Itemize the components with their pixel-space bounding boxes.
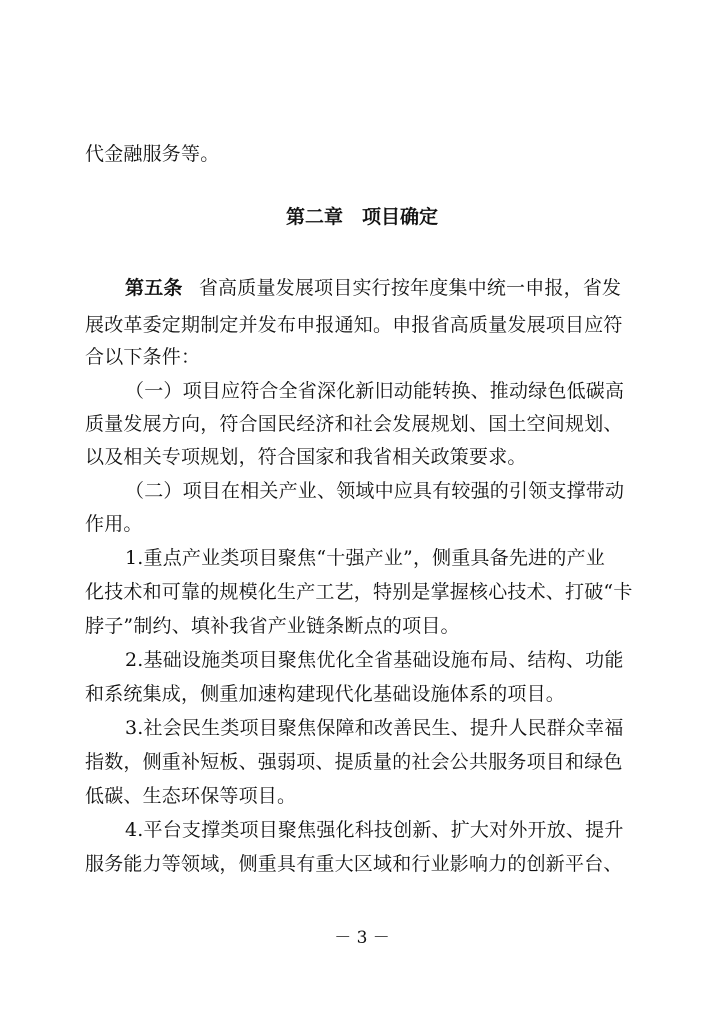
item-1-line-3: 脖子”制约、填补我省产业链条断点的项目。 [85,615,460,637]
item-3-line-2: 指数，侧重补短板、强弱项、提质量的社会公共服务项目和绿色 [85,751,623,773]
condition-1-line-3: 以及相关专项规划，符合国家和我省相关政策要求。 [85,446,527,468]
item-3-line-1: 3.社会民生类项目聚焦保障和改善民生、提升人民群众幸福 [125,717,624,739]
item-4-line-2: 服务能力等领域，侧重具有重大区域和行业影响力的创新平台、 [85,853,623,875]
item-4-line-1: 4.平台支撑类项目聚焦强化科技创新、扩大对外开放、提升 [125,819,624,841]
item-2-line-1: 2.基础设施类项目聚焦优化全省基础设施布局、结构、功能 [125,649,624,671]
condition-1-line-1: （一）项目应符合全省深化新旧动能转换、推动绿色低碳高 [125,380,625,402]
condition-2-line-1: （二）项目在相关产业、领域中应具有较强的引领支撑带动 [125,480,625,502]
article-5-line-3: 合以下条件： [85,346,201,368]
article-5-line-2: 展改革委定期制定并发布申报通知。申报省高质量发展项目应符 [85,314,623,336]
item-1-line-2: 化技术和可靠的规模化生产工艺，特别是掌握核心技术、打破“卡 [85,581,633,603]
article-5-text-1: 省高质量发展项目实行按年度集中统一申报，省发 [198,277,622,299]
item-1-line-1: 1.重点产业类项目聚焦“十强产业”，侧重具备先进的产业 [125,547,605,569]
article-label: 第五条 [125,277,183,299]
chapter-heading: 第二章 项目确定 [285,206,438,228]
item-3-line-3: 低碳、生态环保等项目。 [85,785,297,807]
lead-line: 代金融服务等。 [85,143,220,165]
item-2-line-2: 和系统集成，侧重加速构建现代化基础设施体系的项目。 [85,683,566,705]
page-number: － 3 － [334,928,390,948]
condition-1-line-2: 质量发展方向，符合国民经济和社会发展规划、国土空间规划、 [85,413,623,435]
article-5-line-1 [125,276,621,300]
condition-2-line-2: 作用。 [85,513,143,535]
